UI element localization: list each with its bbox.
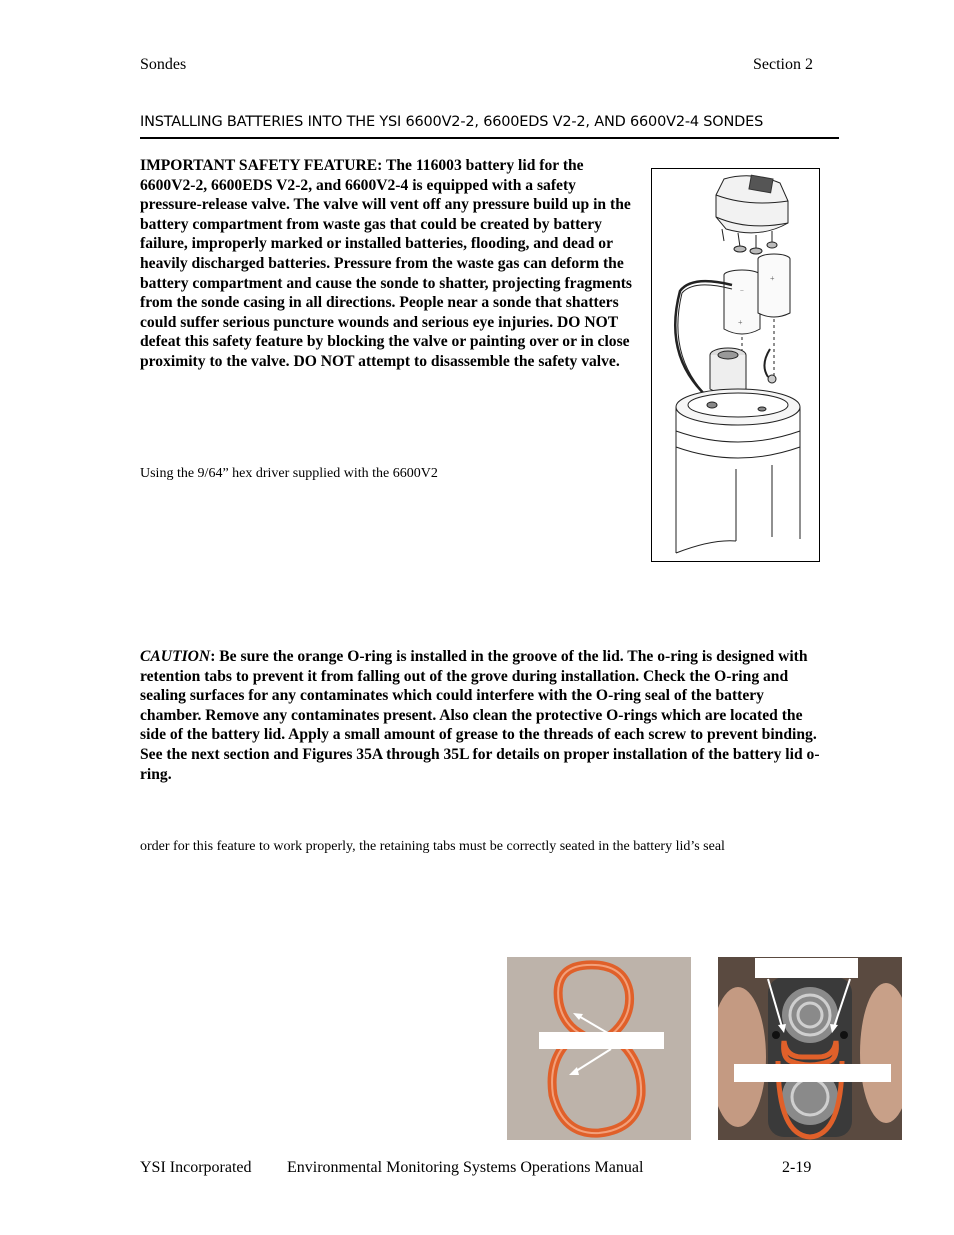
caution-paragraph — [140, 647, 820, 784]
battery-lid-oring-photo-icon — [718, 957, 902, 1140]
caution-lead: CAUTION — [140, 648, 211, 665]
footer-company: YSI Incorporated — [140, 1159, 252, 1176]
section-title: INSTALLING BATTERIES INTO THE YSI 6600V2-2, 6600EDS V2-2, AND 6600V2-4 SONDES — [140, 114, 764, 130]
svg-text:+: + — [738, 318, 743, 327]
svg-text:+: + — [770, 274, 775, 283]
battery-lid-icon — [716, 175, 788, 254]
header-right: Section 2 — [753, 56, 813, 73]
sonde-diagram-figure — [651, 168, 820, 562]
svg-text:−: − — [740, 287, 744, 295]
safety-text: The 116003 battery lid for the 6600V2-2, 6600EDS V2-2, and 6600V2-4 is equipped with a safety pressure-release valve. The valve will vent off any pressure build up in the battery compartment from waste gas that could be created by battery failure, improperly marked or installed batteries, flooding, and dead or heavily discharged batteries. Pressure from the waste gas can deform the battery compartment and cause the sonde to shatter, projecting fragments from the sonde casing in all directions. People near a sonde that shatters could suffer serious puncture wounds and serious eye injuries. DO NOT defeat this safety feature by blocking the valve or painting over or in close proximity to the valve. DO NOT attempt to disassemble the safety valve. — [140, 157, 633, 370]
footer-manual-title: Environmental Monitoring Systems Operations Manual — [287, 1159, 644, 1176]
lid-oring-photo-figure — [718, 957, 902, 1140]
footer-page-number: 2-19 — [782, 1159, 812, 1176]
safety-paragraph — [140, 156, 640, 372]
caution-text: : Be sure the orange O-ring is installed in the groove of the lid. The o-ring is designed with retention tabs to prevent it from falling out of the grove during installation. Check the O-ring and sealing surfaces for any contaminates which could interfere with the O-ring seal of the battery chamber. Remove any contaminates present. Also clean the protective O-rings which are located the side of the battery lid. Apply a small amount of grease to the threads of each screw to prevent binding. See the next section and Figures 35A through 35L for details on proper installation of the battery lid o-ring. — [140, 648, 820, 783]
orange-oring-photo-icon — [507, 957, 691, 1140]
sonde-body-icon — [676, 407, 800, 553]
oring-photo-figure — [507, 957, 691, 1140]
sonde-top-icon — [676, 348, 800, 425]
sonde-battery-diagram-icon — [652, 169, 819, 561]
header-left: Sondes — [140, 56, 187, 73]
retaining-tabs-note: order for this feature to work properly, the retaining tabs must be correctly seated in the battery lid’s seal — [140, 839, 725, 854]
hex-driver-instruction: Using the 9/64” hex driver supplied with the 6600V2 — [140, 466, 438, 481]
safety-lead: IMPORTANT SAFETY FEATURE: — [140, 157, 383, 174]
title-rule — [140, 137, 839, 139]
